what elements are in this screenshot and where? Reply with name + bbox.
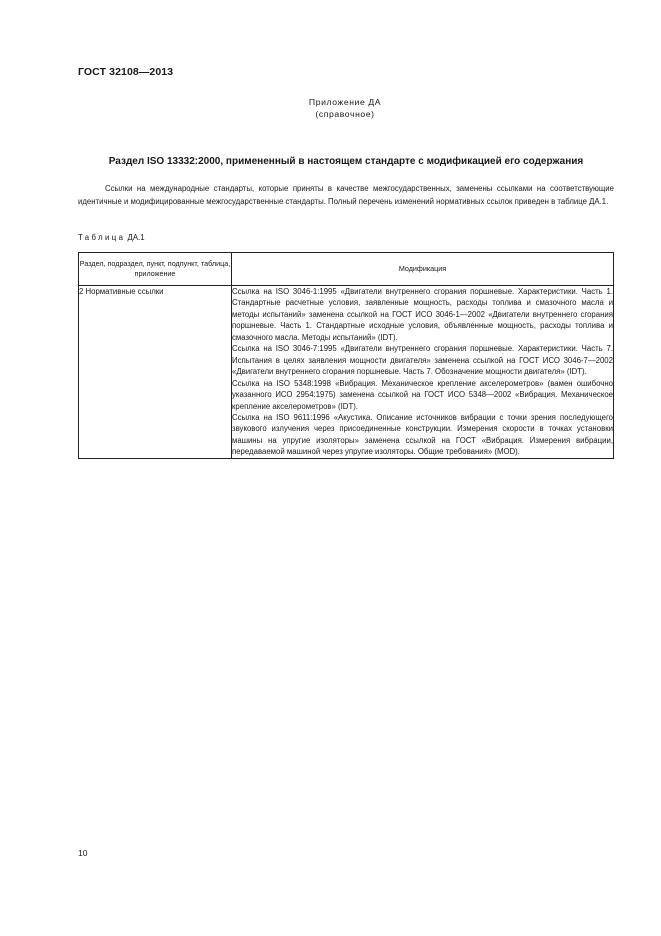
page-number: 10 — [78, 848, 88, 858]
modification-table — [78, 252, 614, 459]
modification-paragraph: Ссылка на ISO 5348:1998 «Вибрация. Механическое крепление акселерометров» (вамен ошибочно указанного ИСО 2954:1975) заменена ссылкой на ГОСТ ИСО 5348—2002 «Вибрация. Механическое крепление акселерометров» (IDT). — [232, 378, 613, 411]
annex-title-block — [0, 96, 661, 120]
header-section-column: Раздел, подраздел, пункт, подпункт, таблица, приложение — [79, 253, 232, 286]
section-heading: Раздел ISO 13332:2000, примененный в настоящем стандарте с модификацией его содержания — [108, 156, 584, 167]
modification-paragraph: Ссылка на ISO 9611:1996 «Акустика. Описание источников вибрации с точки зрения последующего звукового излучения через присоединенные конструкции. Измерения скорости в точках установки машины на упругие изоляторы» заменена ссылкой на ГОСТ «Вибрация. Измерения вибрации, передаваемой машиной через упругие изоляторы. Общие требования» (MOD). — [232, 412, 613, 457]
modification-paragraph: Ссылка на ISO 3046-7:1995 «Двигатели внутреннего сгорания поршневые. Характеристики. Часть 7. Испытания в целях заявления мощности двигателя» заменена ссылкой на ГОСТ ИСО 3046-7—2002 «Двигатели внутреннего сгорания поршневые. Часть 7. Обозначение мощности двигателя» (IDT). — [232, 344, 613, 377]
annex-subtitle: (справочное) — [315, 109, 375, 119]
row-modification-cell — [232, 286, 614, 459]
table-row — [79, 286, 614, 459]
annex-title: Приложение ДА — [308, 97, 382, 107]
row-section-cell: 2 Нормативные ссылки — [79, 286, 232, 459]
intro-paragraph: Ссылки на международные стандарты, которые приняты в качестве межгосударственных, заменены ссылками на соответствующие идентичные и модифицированные межгосударственные стандарты. Полный перечень изменений нормативных ссылок приведен в таблице ДА.1. — [78, 184, 614, 207]
table-caption-word: Таблица — [78, 233, 126, 242]
modification-paragraph: Ссылка на ISO 3046-1:1995 «Двигатели внутреннего сгорания поршневые. Характеристики. Часть 1. Стандартные расчетные условия, заявленные мощность, расходы топлива и смазочного масла и методы испытаний» заменена ссылкой на ГОСТ ИСО 3046-1—2002 «Двигатели внутреннего сгорания поршневые. Часть 1. Стандартные исходные условия, объявленные мощность, расходы топлива и смазочного масла. Методы испытаний» (IDT). — [232, 287, 613, 342]
table-caption-id: ДА.1 — [127, 233, 145, 242]
document-code: ГОСТ 32108—2013 — [78, 66, 174, 78]
table-header-row — [79, 253, 614, 286]
table-caption — [78, 233, 145, 242]
header-modification-column: Модификация — [232, 253, 614, 286]
